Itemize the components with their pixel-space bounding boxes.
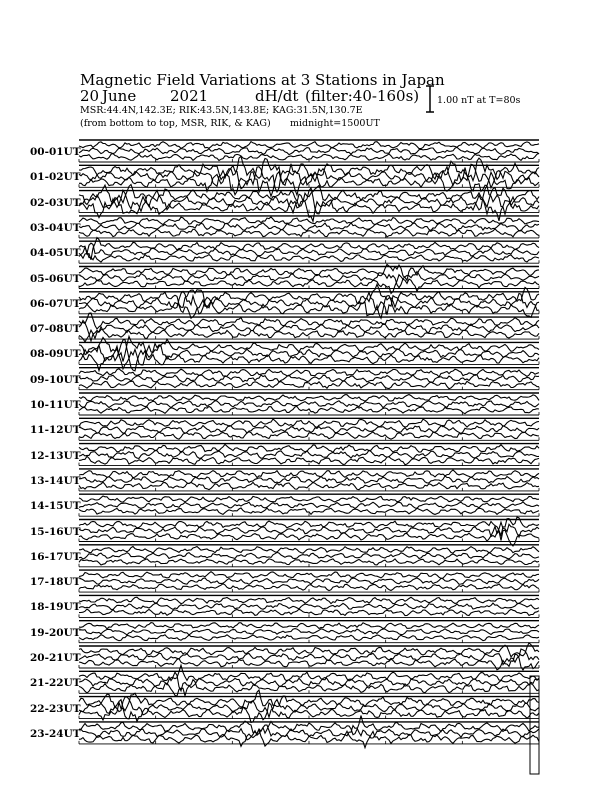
row-label: 17-18UT	[30, 576, 81, 589]
hour-row	[79, 336, 539, 371]
hour-row	[79, 494, 539, 516]
trace-03-04UT-kag	[79, 217, 539, 225]
row-label: 04-05UT	[30, 247, 81, 260]
filter-label: (filter:40-160s)	[305, 87, 420, 105]
trace-00-01UT-msr	[79, 153, 539, 160]
hour-row	[79, 643, 539, 670]
hour-row	[79, 690, 539, 722]
hour-row	[79, 418, 539, 440]
stations-label: MSR:44.4N,142.3E; RIK:43.5N,143.8E; KAG:31.5N,130.7E	[80, 105, 363, 116]
trace-14-15UT-kag	[79, 496, 539, 502]
row-label: 18-19UT	[30, 601, 81, 614]
scale-bar	[426, 86, 434, 112]
trace-03-04UT-rik	[79, 223, 539, 231]
trace-17-18UT-kag	[79, 572, 539, 579]
scale-label: 1.00 nT at T=80s	[437, 95, 521, 106]
trace-13-14UT-kag	[79, 470, 539, 478]
row-label: 19-20UT	[30, 626, 81, 639]
trace-10-11UT-rik	[79, 401, 539, 408]
row-label: 02-03UT	[30, 196, 81, 209]
trace-14-15UT-rik	[79, 502, 539, 509]
hour-row	[79, 264, 539, 293]
hour-row	[79, 570, 539, 592]
hour-row	[79, 140, 539, 162]
hour-row	[79, 216, 539, 238]
row-label: 21-22UT	[30, 677, 81, 690]
hour-row	[79, 469, 539, 491]
hour-row	[79, 621, 539, 643]
trace-10-11UT-kag	[79, 395, 539, 402]
trace-05-06UT-msr	[79, 275, 539, 294]
row-label: 03-04UT	[30, 221, 81, 234]
trace-09-10UT-rik	[79, 375, 539, 383]
hour-row	[79, 238, 539, 264]
row-label: 22-23UT	[30, 702, 81, 715]
date-day: 20	[80, 87, 100, 105]
trace-02-03UT-msr	[79, 195, 539, 221]
row-label: 23-24UT	[30, 727, 81, 740]
trace-22-23UT-msr	[79, 703, 539, 723]
row-label: 10-11UT	[30, 399, 81, 411]
hour-row	[79, 393, 539, 415]
date-month: June	[102, 87, 137, 105]
date-year: 2021	[170, 87, 209, 105]
row-label: 07-08UT	[30, 323, 81, 336]
row-label: 16-17UT	[30, 550, 81, 563]
hour-row	[79, 444, 539, 466]
trace-16-17UT-rik	[79, 552, 539, 559]
midnight-label: midnight=1500UT	[290, 118, 380, 129]
trace-23-24UT-msr	[79, 730, 539, 748]
hour-rows	[79, 140, 539, 774]
hour-row	[79, 545, 539, 567]
quantity-label: dH/dt	[255, 87, 299, 105]
trace-18-19UT-kag	[79, 597, 539, 604]
trace-11-12UT-kag	[79, 419, 539, 427]
row-label: 01-02UT	[30, 171, 81, 184]
trace-16-17UT-kag	[79, 547, 539, 554]
row-label: 11-12UT	[30, 424, 81, 437]
row-label: 09-10UT	[30, 373, 81, 386]
hour-row	[79, 313, 539, 342]
trace-19-20UT-kag	[79, 623, 539, 629]
row-label: 08-09UT	[30, 348, 81, 361]
row-label: 20-21UT	[30, 652, 81, 664]
row-label: 14-15UT	[30, 500, 81, 513]
row-label: 12-13UT	[30, 449, 81, 462]
trace-12-13UT-kag	[79, 444, 539, 452]
trace-00-01UT-rik	[79, 147, 539, 154]
row-label: 13-14UT	[30, 474, 81, 487]
chart-title: Magnetic Field Variations at 3 Stations in Japan	[80, 71, 445, 89]
row-label: 15-16UT	[30, 525, 81, 538]
hour-row	[79, 368, 539, 390]
trace-07-08UT-kag	[79, 313, 539, 329]
trace-01-02UT-rik	[79, 164, 539, 192]
hour-row	[79, 517, 539, 546]
row-label: 00-01UT	[30, 146, 81, 158]
trace-12-13UT-rik	[79, 450, 539, 459]
trace-17-18UT-rik	[79, 578, 539, 585]
trace-18-19UT-rik	[79, 603, 539, 610]
hour-row	[79, 665, 539, 696]
hour-row	[79, 595, 539, 617]
row-label: 06-07UT	[30, 297, 81, 310]
hour-row	[79, 716, 539, 748]
hour-row	[79, 284, 539, 318]
trace-19-20UT-rik	[79, 629, 539, 635]
row-label: 05-06UT	[30, 272, 81, 285]
trace-09-10UT-kag	[79, 369, 539, 377]
order-note: (from bottom to top, MSR, RIK, & KAG)	[80, 118, 271, 129]
